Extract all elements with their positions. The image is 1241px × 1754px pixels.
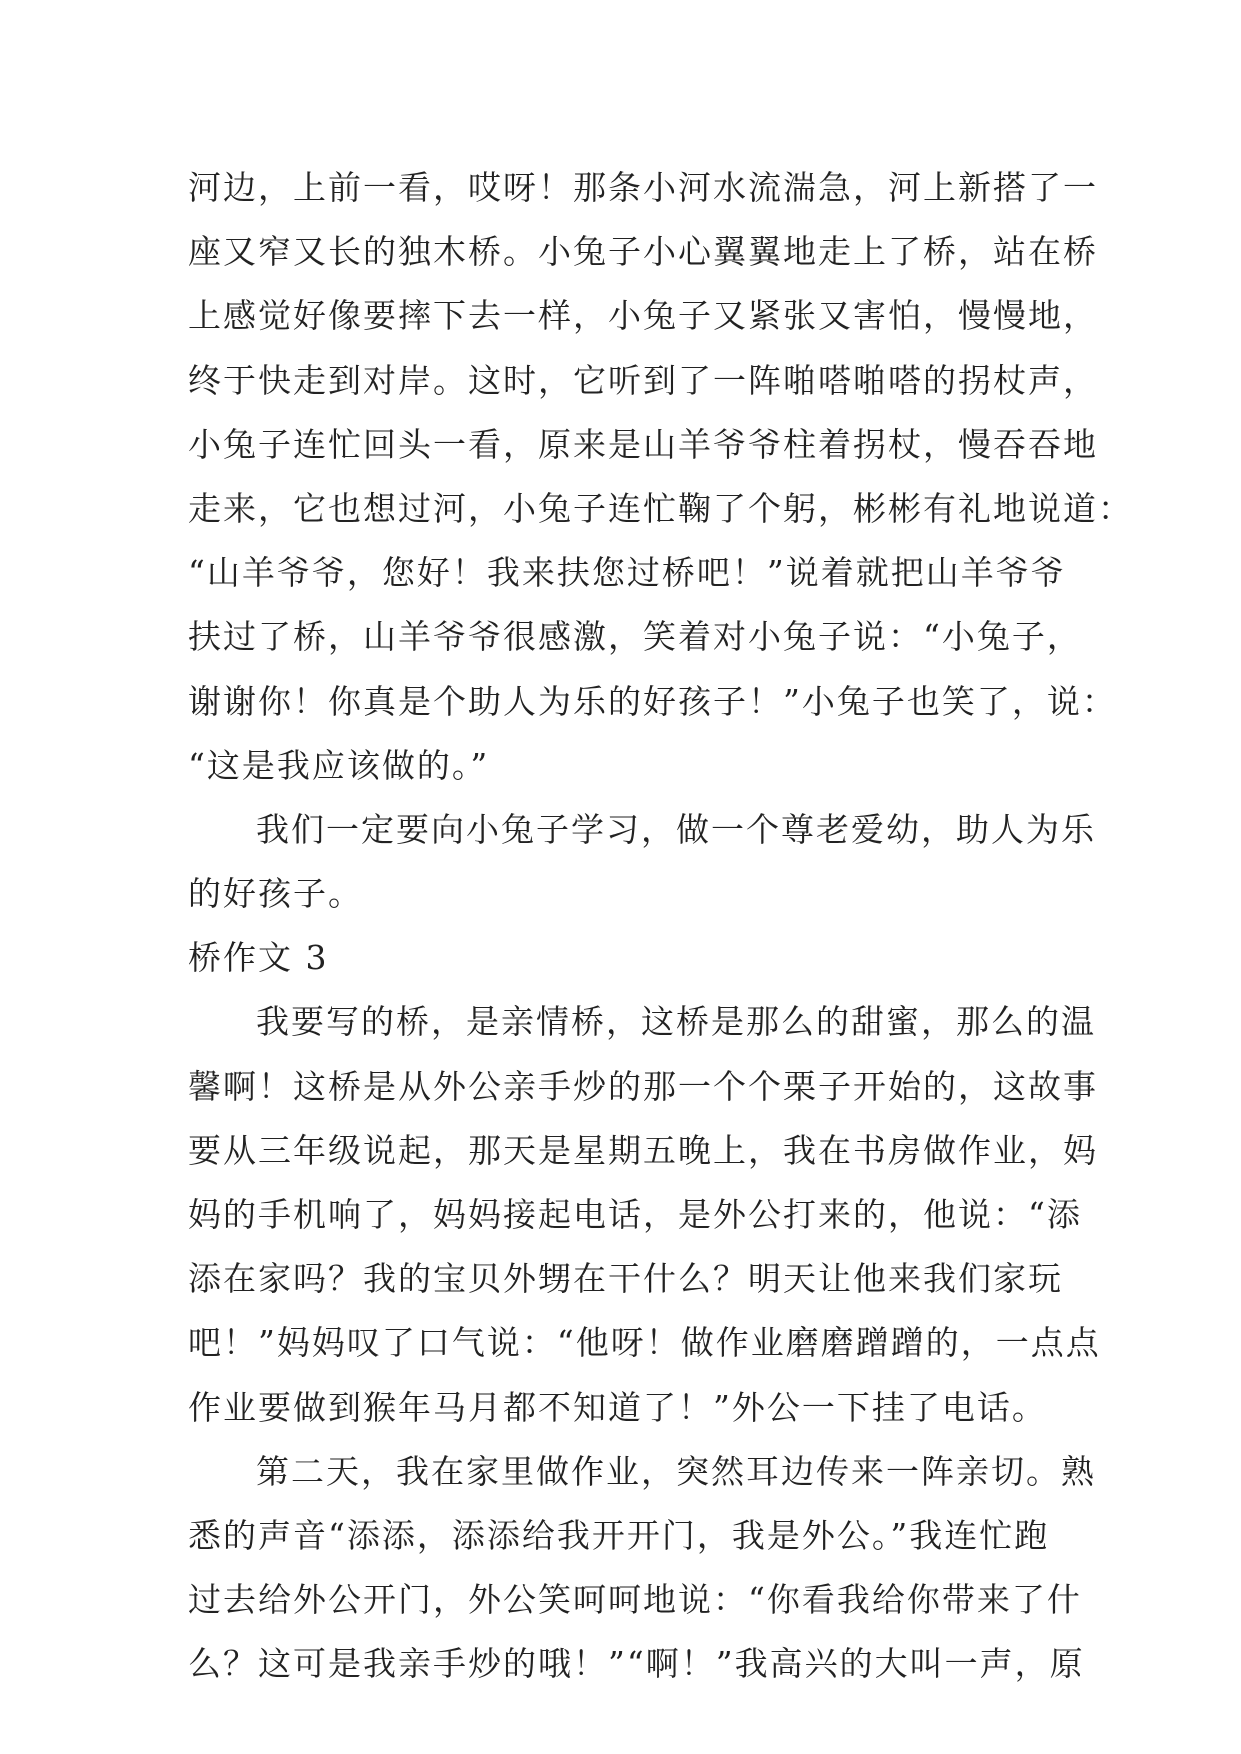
text-line: 吧！”妈妈叹了口气说：“他呀！做作业磨磨蹭蹭的，一点点	[188, 1323, 1101, 1363]
text-line: 上感觉好像要摔下去一样，小兔子又紧张又害怕，慢慢地，	[188, 296, 1098, 336]
text-line: 扶过了桥，山羊爷爷很感激，笑着对小兔子说：“小兔子，	[188, 617, 1082, 657]
section-heading: 桥作文 3	[188, 938, 329, 978]
paragraph-start-line: 第二天，我在家里做作业，突然耳边传来一阵亲切。熟	[256, 1451, 1096, 1491]
text-line: 作业要做到猴年马月都不知道了！”外公一下挂了电话。	[188, 1387, 1047, 1427]
text-line: 走来，它也想过河，小兔子连忙鞠了个躬，彬彬有礼地说道：	[188, 488, 1133, 528]
text-line: 的好孩子。	[188, 874, 363, 914]
document-body	[188, 156, 1133, 1697]
text-line: 馨啊！这桥是从外公亲手炒的那一个个栗子开始的，这故事	[188, 1066, 1098, 1106]
text-line: 么？这可是我亲手炒的哦！”“啊！”我高兴的大叫一声，原	[188, 1644, 1085, 1684]
text-line: 小兔子连忙回头一看，原来是山羊爷爷柱着拐杖，慢吞吞地	[188, 424, 1098, 464]
text-line: 座又窄又长的独木桥。小兔子小心翼翼地走上了桥，站在桥	[188, 232, 1098, 272]
text-line: 悉的声音“添添，添添给我开开门，我是外公。”我连忙跑	[188, 1515, 1050, 1555]
paragraph-start-line: 我要写的桥，是亲情桥，这桥是那么的甜蜜，那么的温	[256, 1002, 1096, 1042]
text-line: 终于快走到对岸。这时，它听到了一阵啪嗒啪嗒的拐杖声，	[188, 360, 1098, 400]
text-line: 河边，上前一看，哎呀！那条小河水流湍急，河上新搭了一	[188, 168, 1098, 207]
text-line: 要从三年级说起，那天是星期五晚上，我在书房做作业，妈	[188, 1130, 1098, 1170]
text-line: 添在家吗？我的宝贝外甥在干什么？明天让他来我们家玩	[188, 1259, 1063, 1299]
text-line: 妈的手机响了，妈妈接起电话，是外公打来的，他说：“添	[188, 1195, 1082, 1234]
text-line: “山羊爷爷，您好！我来扶您过桥吧！”说着就把山羊爷爷	[188, 553, 1066, 593]
paragraph-start-line: 我们一定要向小兔子学习，做一个尊老爱幼，助人为乐	[256, 809, 1096, 849]
text-line: 谢谢你！你真是个助人为乐的好孩子！”小兔子也笑了，说：	[188, 681, 1117, 721]
text-line: “这是我应该做的。”	[188, 745, 490, 785]
text-line: 过去给外公开门，外公笑呵呵地说：“你看我给你带来了什	[188, 1580, 1082, 1620]
